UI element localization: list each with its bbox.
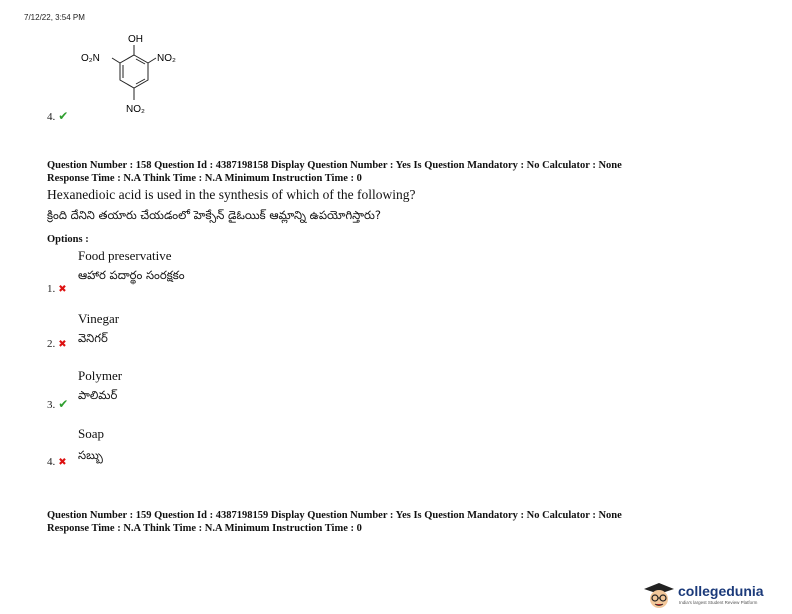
option-4-telugu: సబ్బు (78, 448, 103, 462)
cross-icon: ✖ (58, 284, 67, 295)
q158-text-english: Hexanedioic acid is used in the synthesis of which of the following? (47, 187, 416, 202)
q159-meta-line1: Question Number : 159 Question Id : 4387198159 Display Question Number : Yes Is Question Mandatory : No Calculator : None (47, 510, 622, 521)
option-3-english: Polymer (78, 368, 123, 383)
option-1-telugu: ఆహార పదార్థం సంరక్షకం (78, 268, 185, 282)
cross-icon: ✖ (58, 457, 67, 468)
nitro-bottom-label: NO₂ (126, 104, 145, 115)
option-2-number: 2. ✖ (47, 338, 67, 350)
check-icon: ✔ (58, 109, 69, 123)
collegedunia-logo[interactable] (642, 581, 788, 609)
q158-meta-line1: Question Number : 158 Question Id : 4387198158 Display Question Number : Yes Is Question Mandatory : No Calculator : None (47, 160, 622, 171)
option-1-number: 1. ✖ (47, 283, 67, 295)
nitro-left-label: O₂N (81, 53, 100, 64)
cross-icon: ✖ (58, 339, 67, 350)
option-2-english: Vinegar (78, 311, 120, 326)
nitro-right-label: NO₂ (157, 53, 176, 64)
option-4-number: 4. ✖ (47, 456, 67, 468)
q158-meta-line2: Response Time : N.A Think Time : N.A Minimum Instruction Time : 0 (47, 173, 362, 184)
prev-option-number: 4. ✔ (47, 109, 69, 123)
print-timestamp: 7/12/22, 3:54 PM (24, 13, 85, 22)
option-3-number: 3. ✔ (47, 397, 69, 411)
hydroxyl-label: OH (128, 34, 143, 45)
option-3-telugu: పాలిమర్ (78, 388, 118, 402)
check-icon: ✔ (58, 397, 69, 411)
option-1-english: Food preservative (78, 248, 172, 263)
options-label: Options : (47, 234, 89, 245)
q159-meta-line2: Response Time : N.A Think Time : N.A Minimum Instruction Time : 0 (47, 523, 362, 534)
mascot-icon (642, 581, 676, 609)
picric-acid-structure (78, 30, 190, 122)
option-4-english: Soap (78, 426, 104, 441)
q158-text-telugu: క్రింది దేనిని తయారు చేయడంలో హెక్సేన్ డైఓయిక్ ఆమ్లాన్ని ఉపయోగిస్తారు? (47, 208, 381, 222)
logo-wordmark: collegedunia (678, 583, 764, 599)
option-2-telugu: వెనిగర్ (78, 331, 108, 345)
logo-tagline: India's largest Student Review Platform (679, 600, 758, 605)
